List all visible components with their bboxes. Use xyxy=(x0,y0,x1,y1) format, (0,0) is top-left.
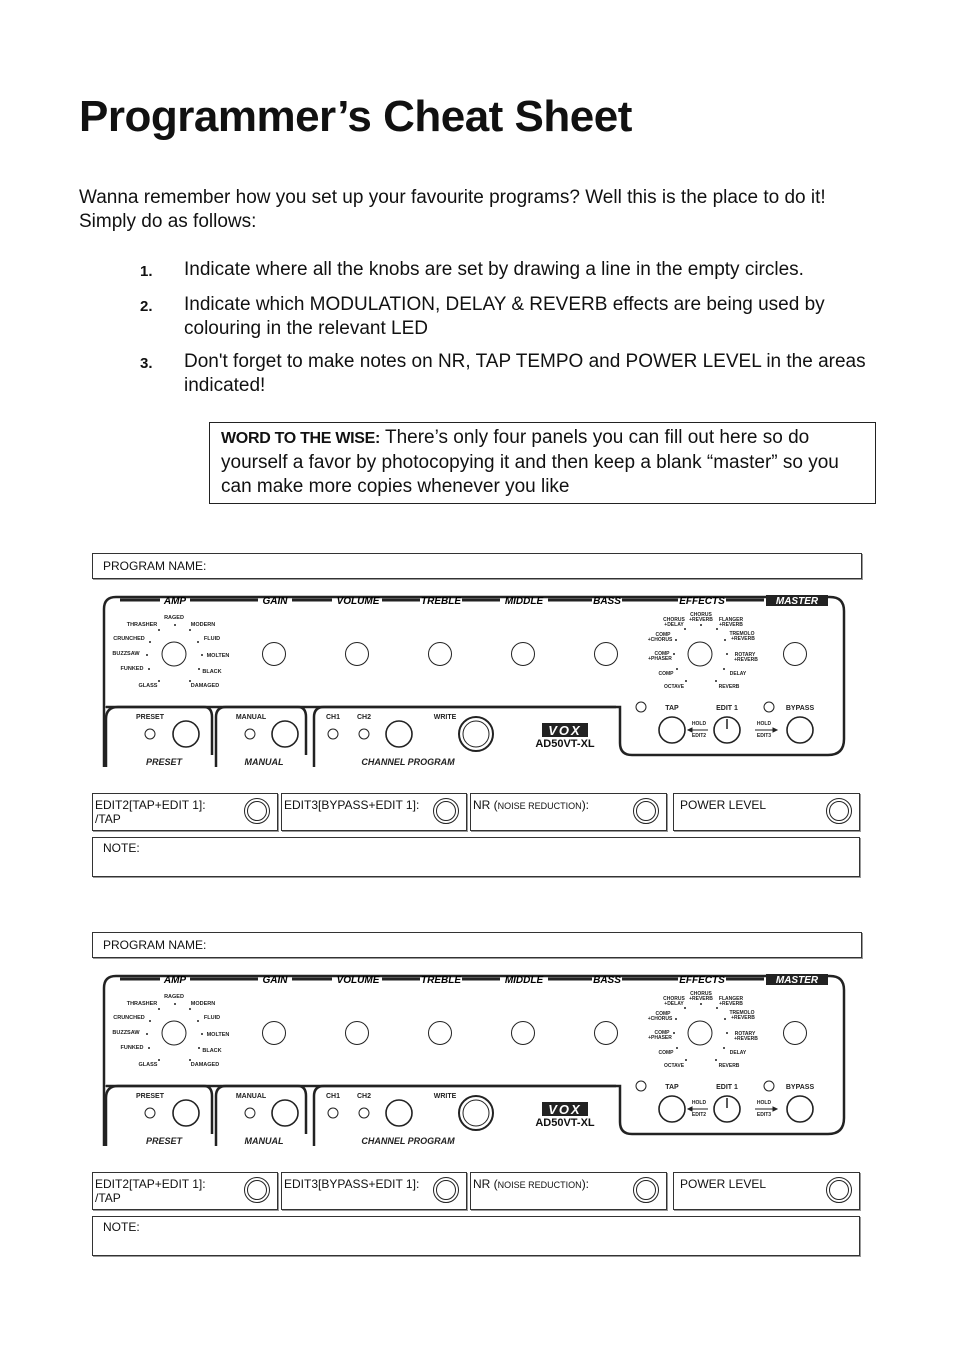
manual-button[interactable] xyxy=(272,721,298,747)
gain-knob[interactable] xyxy=(263,643,286,666)
label-middle: MIDDLE xyxy=(504,596,544,607)
fx-comp: COMP xyxy=(658,671,674,677)
label-effects: EFFECTS xyxy=(679,596,725,607)
program-name-field[interactable] xyxy=(92,553,862,579)
nr-prefix: NR ( xyxy=(473,798,498,812)
ch2-label: CH2 xyxy=(356,1093,372,1100)
hold-arrows xyxy=(688,728,777,732)
amp-damaged: DAMAGED xyxy=(190,1062,220,1068)
write-button-inner xyxy=(463,721,489,747)
amp-buzzsaw: BUZZSAW xyxy=(112,651,140,657)
intro-text: Wanna remember how you set up your favourite programs? Well this is the place to do it! Simply do as follows: xyxy=(79,187,826,232)
step-text: Indicate which MODULATION, DELAY & REVERB effects are being used by colouring in the relevant LED xyxy=(184,294,825,339)
fx-chorus-reverb-1: CHORUS xyxy=(690,991,712,997)
power-level-cell[interactable] xyxy=(673,1172,860,1210)
amp-crunched: CRUNCHED xyxy=(113,1015,145,1021)
fx-tremolo-reverb-1: TREMOLO xyxy=(729,631,755,637)
amp-black: BLACK xyxy=(202,1048,222,1054)
fx-rotary-reverb-2: +REVERB xyxy=(734,657,758,663)
fx-flanger-reverb-1: FLANGER xyxy=(718,996,744,1002)
label-effects: EFFECTS xyxy=(679,975,725,986)
fx-comp-chorus-2: +CHORUS xyxy=(647,637,673,643)
edit2-label: EDIT2 xyxy=(691,1112,707,1118)
middle-knob[interactable] xyxy=(512,643,535,666)
fx-rotary-reverb-1: ROTARY xyxy=(734,1031,756,1037)
note-field[interactable] xyxy=(92,837,860,877)
fx-chorus-delay-1: CHORUS xyxy=(663,617,685,623)
edit2-cell[interactable] xyxy=(92,1172,278,1210)
edit3-knob[interactable] xyxy=(433,798,459,824)
nr-knob[interactable] xyxy=(633,798,659,824)
effects-knob[interactable] xyxy=(688,642,712,666)
tap-led xyxy=(636,1081,646,1091)
fx-rotary-reverb-1: ROTARY xyxy=(734,652,756,658)
edit2-line2: /TAP xyxy=(95,1191,121,1205)
preset-led xyxy=(145,729,155,739)
amp-thrasher: THRASHER xyxy=(126,1001,158,1007)
edit2-knob[interactable] xyxy=(244,1177,270,1203)
tap-button[interactable] xyxy=(659,1096,685,1122)
power-level-text: POWER LEVEL xyxy=(680,798,767,812)
amp-funked: FUNKED xyxy=(120,1045,144,1051)
fx-flanger-reverb-2: +REVERB xyxy=(719,1001,743,1007)
fx-comp-phaser-1: COMP xyxy=(654,651,670,657)
edit3-cell[interactable] xyxy=(281,1172,467,1210)
ch2-led xyxy=(359,1108,369,1118)
write-label: WRITE xyxy=(433,1093,457,1100)
ch1-led xyxy=(328,729,338,739)
fx-comp-chorus-1: COMP xyxy=(655,1011,671,1017)
edit3-label: EDIT3 xyxy=(756,1112,772,1118)
amp-glass: GLASS xyxy=(138,683,158,689)
fx-comp-chorus-1: COMP xyxy=(655,632,671,638)
ch1-label: CH1 xyxy=(325,1093,341,1100)
label-gain: GAIN xyxy=(262,596,288,607)
instruction-list xyxy=(140,258,880,407)
fx-comp: COMP xyxy=(658,1050,674,1056)
label-gain: GAIN xyxy=(262,975,288,986)
effects-led-dots xyxy=(673,624,728,682)
write-label: WRITE xyxy=(433,714,457,721)
edit3-text: EDIT3[BYPASS+EDIT 1]: xyxy=(284,1177,420,1191)
label-treble: TREBLE xyxy=(421,596,461,607)
section-preset: PRESET xyxy=(145,757,183,767)
volume-knob[interactable] xyxy=(346,1022,369,1045)
edit2-cell[interactable] xyxy=(92,793,278,831)
step-text: Indicate where all the knobs are set by drawing a line in the empty circles. xyxy=(184,259,804,280)
fx-chorus-reverb-1: CHORUS xyxy=(690,612,712,618)
fx-chorus-delay-2: +DELAY xyxy=(664,1001,684,1007)
program-panel-1 xyxy=(0,553,954,883)
edit1-label: EDIT 1 xyxy=(716,705,738,712)
fx-octave: OCTAVE xyxy=(663,1063,685,1069)
fx-reverb: REVERB xyxy=(718,1063,740,1069)
amp-crunched: CRUNCHED xyxy=(113,636,145,642)
preset-button[interactable] xyxy=(173,1100,199,1126)
note-label: NOTE: xyxy=(103,1220,140,1234)
channel-button[interactable] xyxy=(386,721,412,747)
fx-comp-phaser-1: COMP xyxy=(654,1030,670,1036)
bass-knob[interactable] xyxy=(595,1022,618,1045)
treble-knob[interactable] xyxy=(429,1022,452,1045)
volume-knob[interactable] xyxy=(346,643,369,666)
label-bass: BASS xyxy=(593,596,621,607)
bypass-led xyxy=(764,702,774,712)
label-middle: MIDDLE xyxy=(504,975,544,986)
power-level-text: POWER LEVEL xyxy=(680,1177,767,1191)
manual-button[interactable] xyxy=(272,1100,298,1126)
edit2-line1: EDIT2[TAP+EDIT 1]: xyxy=(95,798,206,812)
power-level-cell[interactable] xyxy=(673,793,860,831)
section-channel-program: CHANNEL PROGRAM xyxy=(361,1136,455,1146)
fx-reverb: REVERB xyxy=(718,684,740,690)
amp-fluid: FLUID xyxy=(203,636,221,642)
power-level-knob[interactable] xyxy=(826,798,852,824)
label-volume: VOLUME xyxy=(336,596,380,607)
label-amp: AMP xyxy=(163,596,187,607)
step-number: 1. xyxy=(140,263,153,280)
tap-label: TAP xyxy=(665,1084,679,1091)
ch1-led xyxy=(328,1108,338,1118)
amp-panel-diagram xyxy=(92,595,852,775)
manual-led xyxy=(245,729,255,739)
program-name-field[interactable] xyxy=(92,932,862,958)
ch2-led xyxy=(359,729,369,739)
amp-buzzsaw: BUZZSAW xyxy=(112,1030,140,1036)
vox-brand: VOX xyxy=(548,723,582,738)
nr-small: NOISE REDUCTION xyxy=(497,801,582,811)
fx-rotary-reverb-2: +REVERB xyxy=(734,1036,758,1042)
fx-comp-phaser-2: +PHASER xyxy=(648,656,672,662)
preset-label: PRESET xyxy=(135,1093,165,1100)
page-title: Programmer’s Cheat Sheet xyxy=(79,92,632,141)
settings-row xyxy=(92,1172,860,1212)
preset-button[interactable] xyxy=(173,721,199,747)
edit2-knob[interactable] xyxy=(244,798,270,824)
amp-black: BLACK xyxy=(202,669,222,675)
amp-molten: MOLTEN xyxy=(206,1032,230,1038)
model-name: AD50VT-XL xyxy=(535,1117,595,1129)
label-master: MASTER xyxy=(775,975,819,986)
fx-delay: DELAY xyxy=(729,671,747,677)
hold-right-label: HOLD xyxy=(756,721,772,727)
amp-knob[interactable] xyxy=(162,642,186,666)
write-button[interactable] xyxy=(459,1096,493,1130)
vox-logo xyxy=(542,1102,588,1117)
write-button[interactable] xyxy=(459,717,493,751)
program-panel-2 xyxy=(0,932,954,1262)
fx-chorus-reverb-2: +REVERB xyxy=(689,996,713,1002)
fx-comp-phaser-2: +PHASER xyxy=(648,1035,672,1041)
ch1-label: CH1 xyxy=(325,714,341,721)
step-number: 2. xyxy=(140,298,153,315)
fx-chorus-delay-1: CHORUS xyxy=(663,996,685,1002)
manual-label: MANUAL xyxy=(235,714,267,721)
bass-knob[interactable] xyxy=(595,643,618,666)
nr-cell[interactable] xyxy=(470,1172,667,1210)
write-button-inner xyxy=(463,1100,489,1126)
section-manual: MANUAL xyxy=(244,1136,284,1146)
label-bass: BASS xyxy=(593,975,621,986)
list-item xyxy=(140,350,880,398)
edit3-cell[interactable] xyxy=(281,793,467,831)
section-manual: MANUAL xyxy=(244,757,284,767)
nr-cell[interactable] xyxy=(470,793,667,831)
nr-suffix: ): xyxy=(581,1177,590,1191)
bypass-led xyxy=(764,1081,774,1091)
amp-raged: RAGED xyxy=(164,994,184,1000)
fx-tremolo-reverb-2: +REVERB xyxy=(731,1015,755,1021)
program-name-label: PROGRAM NAME: xyxy=(103,559,207,573)
power-level-knob[interactable] xyxy=(826,1177,852,1203)
effects-led-dots xyxy=(673,1003,728,1061)
amp-molten: MOLTEN xyxy=(206,653,230,659)
hold-left-label: HOLD xyxy=(691,721,707,727)
amp-modern: MODERN xyxy=(190,1001,216,1007)
amp-modern: MODERN xyxy=(190,622,216,628)
fx-tremolo-reverb-2: +REVERB xyxy=(731,636,755,642)
label-treble: TREBLE xyxy=(421,975,461,986)
master-knob[interactable] xyxy=(784,1022,807,1045)
model-name: AD50VT-XL xyxy=(535,738,595,750)
step-number: 3. xyxy=(140,355,153,372)
edit2-line1: EDIT2[TAP+EDIT 1]: xyxy=(95,1177,206,1191)
tap-button[interactable] xyxy=(659,717,685,743)
vox-brand: VOX xyxy=(548,1102,582,1117)
word-to-the-wise-box xyxy=(209,422,876,504)
section-channel-program: CHANNEL PROGRAM xyxy=(361,757,455,767)
hold-arrows xyxy=(688,1107,777,1111)
manual-label: MANUAL xyxy=(235,1093,267,1100)
section-preset: PRESET xyxy=(145,1136,183,1146)
fx-flanger-reverb-1: FLANGER xyxy=(718,617,744,623)
middle-knob[interactable] xyxy=(512,1022,535,1045)
label-amp: AMP xyxy=(163,975,187,986)
nr-small: NOISE REDUCTION xyxy=(497,1180,582,1190)
program-name-label: PROGRAM NAME: xyxy=(103,938,207,952)
nr-suffix: ): xyxy=(581,798,590,812)
list-item xyxy=(140,258,880,284)
bypass-button[interactable] xyxy=(787,717,813,743)
channel-button[interactable] xyxy=(386,1100,412,1126)
amp-knob[interactable] xyxy=(162,1021,186,1045)
hold-left-label: HOLD xyxy=(691,1100,707,1106)
edit3-text: EDIT3[BYPASS+EDIT 1]: xyxy=(284,798,420,812)
fx-tremolo-reverb-1: TREMOLO xyxy=(729,1010,755,1016)
fx-delay: DELAY xyxy=(729,1050,747,1056)
bypass-label: BYPASS xyxy=(785,705,815,712)
gain-knob[interactable] xyxy=(263,1022,286,1045)
preset-label: PRESET xyxy=(135,714,165,721)
amp-thrasher: THRASHER xyxy=(126,622,158,628)
bypass-label: BYPASS xyxy=(785,1084,815,1091)
fx-flanger-reverb-2: +REVERB xyxy=(719,622,743,628)
wise-text: There’s only four panels you can fill out here so do yourself a favor by photocopying it and then keep a blank “master” so you can make more copies whenever you like xyxy=(221,427,839,497)
edit1-label: EDIT 1 xyxy=(716,1084,738,1091)
amp-damaged: DAMAGED xyxy=(190,683,220,689)
wise-label: WORD TO THE WISE: xyxy=(221,430,381,447)
vox-logo xyxy=(542,723,588,738)
manual-led xyxy=(245,1108,255,1118)
amp-led-dots xyxy=(146,1003,203,1061)
fx-octave: OCTAVE xyxy=(663,684,685,690)
edit3-knob[interactable] xyxy=(433,1177,459,1203)
label-master: MASTER xyxy=(775,596,819,607)
amp-fluid: FLUID xyxy=(203,1015,221,1021)
label-volume: VOLUME xyxy=(336,975,380,986)
preset-led xyxy=(145,1108,155,1118)
master-knob[interactable] xyxy=(784,643,807,666)
edit2-label: EDIT2 xyxy=(691,733,707,739)
edit2-line2: /TAP xyxy=(95,812,121,826)
tap-led xyxy=(636,702,646,712)
note-field[interactable] xyxy=(92,1216,860,1256)
tap-label: TAP xyxy=(665,705,679,712)
treble-knob[interactable] xyxy=(429,643,452,666)
nr-prefix: NR ( xyxy=(473,1177,498,1191)
amp-panel-diagram xyxy=(92,974,852,1154)
fx-comp-chorus-2: +CHORUS xyxy=(647,1016,673,1022)
edit3-label: EDIT3 xyxy=(756,733,772,739)
amp-led-dots xyxy=(146,624,203,682)
note-label: NOTE: xyxy=(103,841,140,855)
bypass-button[interactable] xyxy=(787,1096,813,1122)
amp-glass: GLASS xyxy=(138,1062,158,1068)
effects-knob[interactable] xyxy=(688,1021,712,1045)
fx-chorus-delay-2: +DELAY xyxy=(664,622,684,628)
list-item xyxy=(140,293,880,341)
nr-knob[interactable] xyxy=(633,1177,659,1203)
amp-funked: FUNKED xyxy=(120,666,144,672)
hold-right-label: HOLD xyxy=(756,1100,772,1106)
amp-raged: RAGED xyxy=(164,615,184,621)
settings-row xyxy=(92,793,860,833)
ch2-label: CH2 xyxy=(356,714,372,721)
fx-chorus-reverb-2: +REVERB xyxy=(689,617,713,623)
step-text: Don't forget to make notes on NR, TAP TEMPO and POWER LEVEL in the areas indicated! xyxy=(184,351,866,396)
